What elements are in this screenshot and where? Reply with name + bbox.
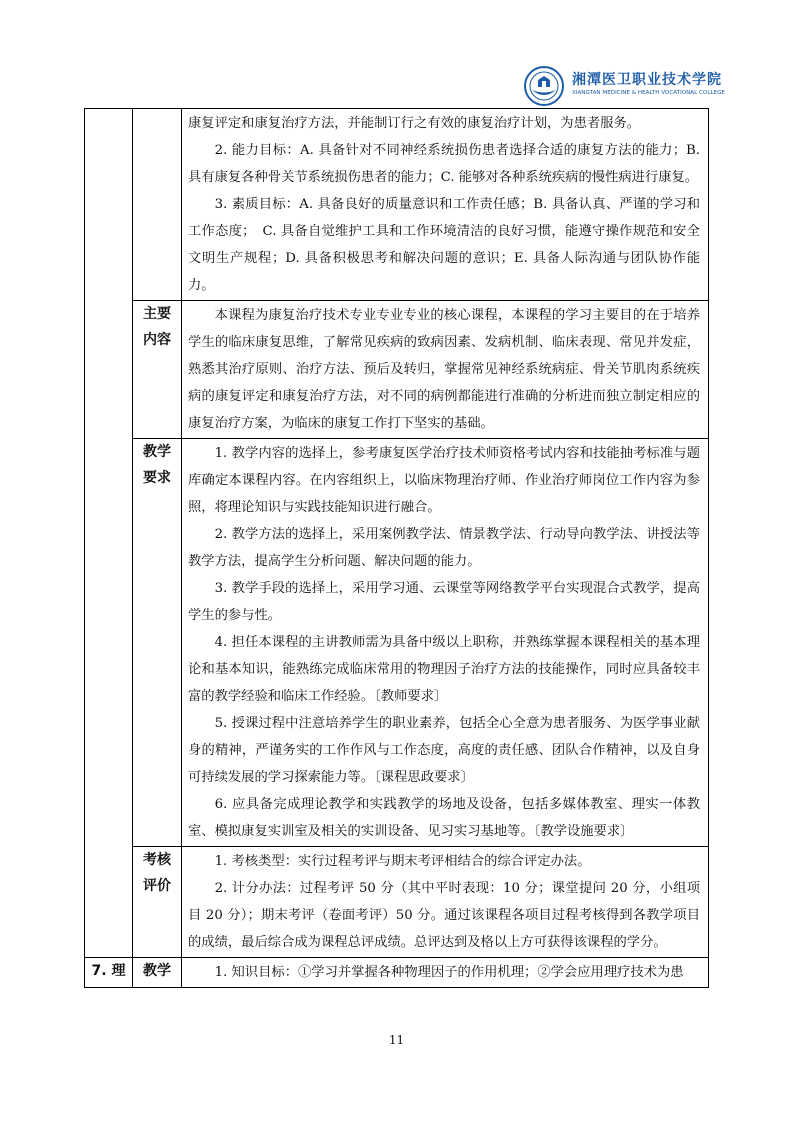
page-number: 11: [388, 1033, 405, 1047]
section-cell-empty: [85, 109, 133, 958]
table-row-assessment: [85, 847, 709, 958]
label-cell-empty: [133, 109, 182, 301]
section-7-label: 7. 理: [85, 958, 133, 988]
course-table: [84, 108, 709, 988]
objectives-content: [182, 109, 709, 301]
label-teaching: 教学: [133, 958, 182, 988]
paragraph: 1. 教学内容的选择上，参考康复医学治疗技术师资格考试内容和技能抽考标准与题库确定本课程内容。在内容组织上，以临床物理治疗师、作业治疗师岗位工作内容为参照，将理论知识与实践技能知识进行融合。: [188, 446, 700, 515]
school-logo: [524, 66, 724, 108]
section-7-text: [182, 958, 709, 988]
label-teaching-requirements: 教学 要求: [133, 439, 182, 847]
school-name-en: XIANGTAN MEDICINE & HEALTH VOCATIONAL COLLEGE: [572, 90, 725, 96]
table-row-teaching-requirements: [85, 439, 709, 847]
teaching-requirements-text: [182, 439, 709, 847]
paragraph: 2. 教学方法的选择上，采用案例教学法、情景教学法、行动导向教学法、讲授法等教学方法，提高学生分析问题、解决问题的能力。: [188, 527, 700, 569]
table-row-main-content: [85, 301, 709, 439]
main-content-text: [182, 301, 709, 439]
label-assessment: 考核 评价: [133, 847, 182, 958]
paragraph: 2. 计分办法：过程考评 50 分（其中平时表现：10 分；课堂提问 20 分，小组项目 20 分）；期末考评（卷面考评）50 分。通过该课程各项目过程考核得到各教学项目的成绩，最后综合成为课程总评成绩。总评达到及格以上方可获得该课程的学分。: [188, 881, 700, 950]
paragraph: 5. 授课过程中注意培养学生的职业素养，包括全心全意为患者服务、为医学事业献身的精神，严谨务实的工作作风与工作态度，高度的责任感、团队合作精神，以及自身可持续发展的学习探索能力等。〔课程思政要求〕: [188, 716, 700, 785]
paragraph: 2. 能力目标：A. 具备针对不同神经系统损伤患者选择合适的康复方法的能力；B. 具有康复各种骨关节系统损伤患者的能力；C. 能够对各种系统疾病的慢性病进行康复。: [188, 143, 700, 185]
table-row-objectives-cont: [85, 109, 709, 301]
school-name: 湘潭医卫职业技术学院: [572, 72, 722, 88]
paragraph: 3. 教学手段的选择上，采用学习通、云课堂等网络教学平台实现混合式教学，提高学生的参与性。: [188, 581, 700, 623]
table-row-section-7: [85, 958, 709, 988]
paragraph: 本课程为康复治疗技术专业专业专业的核心课程，本课程的学习主要目的在于培养学生的临床康复思维，了解常见疾病的致病因素、发病机制、临床表现、常见并发症，熟悉其治疗原则、治疗方法、预后及转归，掌握常见神经系统病症、骨关节肌肉系统疾病的康复评定和康复治疗方法，对不同的病例都能进行准确的分析进而独立制定相应的康复治疗方案，为临床的康复工作打下坚实的基础。: [188, 308, 700, 431]
label-main-content: 主要 内容: [133, 301, 182, 439]
paragraph: 1. 知识目标：①学习并掌握各种物理因子的作用机理；②学会应用理疗技术为患: [214, 965, 684, 980]
paragraph: 康复评定和康复治疗方法，并能制订行之有效的康复治疗计划，为患者服务。: [188, 116, 641, 131]
paragraph: 4. 担任本课程的主讲教师需为具备中级以上职称，并熟练掌握本课程相关的基本理论和基本知识，能熟练完成临床常用的物理因子治疗方法的技能操作，同时应具备较丰富的教学经验和临床工作经验。〔教师要求〕: [188, 635, 700, 704]
paragraph: 1. 考核类型：实行过程考评与期末考评相结合的综合评定办法。: [214, 854, 591, 869]
paragraph: 3. 素质目标：A. 具备良好的质量意识和工作责任感；B. 具备认真、严谨的学习和工作态度； C. 具备自觉维护工具和工作环境清洁的良好习惯，能遵守操作规范和安全文明生产规程；D. 具备积极思考和解决问题的意识；E. 具备人际沟通与团队协作能力。: [188, 197, 700, 293]
school-emblem-icon: [524, 66, 564, 106]
paragraph: 6. 应具备完成理论教学和实践教学的场地及设备，包括多媒体教室、理实一体教室、模拟康复实训室及相关的实训设备、见习实习基地等。〔教学设施要求〕: [188, 797, 700, 839]
assessment-text: [182, 847, 709, 958]
